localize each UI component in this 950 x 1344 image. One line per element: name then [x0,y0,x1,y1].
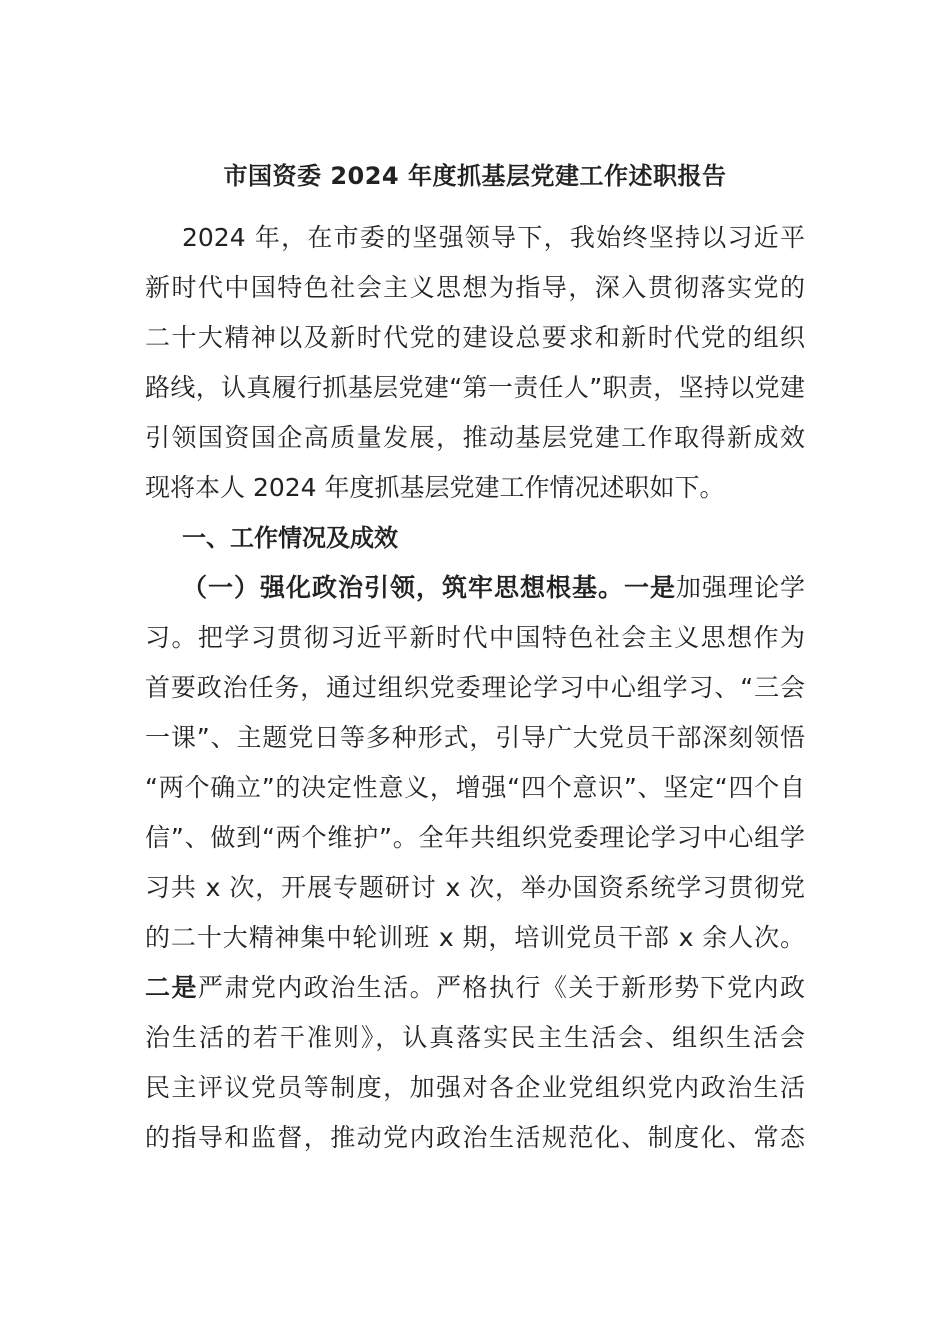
body-line-4: “两个确立”的决定性意义，增强“四个意识”、坚定“四个自 [145,773,805,802]
point-2-line [145,970,805,1006]
body-line-6: 习共 x 次，开展专题研讨 x 次，举办国资系统学习贯彻党 [145,873,805,902]
intro-line-5: 引领国资国企高质量发展，推动基层党建工作取得新成效 [145,423,805,452]
body-line-1: 习。把学习贯彻习近平新时代中国特色社会主义思想作为 [145,623,805,652]
body-line-7: 的二十大精神集中轮训班 x 期，培训党员干部 x 余人次。 [145,923,805,952]
tail-line-2: 民主评议党员等制度，加强对各企业党组织党内政治生活 [145,1073,805,1102]
intro-line-2: 新时代中国特色社会主义思想为指导，深入贯彻落实党的 [145,273,805,302]
point-2-lead-rest: 严肃党内政治生活。严格执行《关于新形势下党内政 [197,973,805,1002]
intro-line-3: 二十大精神以及新时代党的建设总要求和新时代党的组织 [145,323,805,352]
subsection-1-bold-lead: （一）强化政治引领，筑牢思想根基。一是 [182,573,676,602]
subsection-1-lead-rest: 加强理论学 [675,573,805,602]
section-heading-1: 一、工作情况及成效 [182,524,398,552]
intro-line-4: 路线，认真履行抓基层党建“第一责任人”职责，坚持以党建 [145,373,805,402]
intro-line-6: 现将本人 2024 年度抓基层党建工作情况述职如下。 [145,473,725,502]
subsection-1-first-line [182,570,805,606]
body-line-5: 信”、做到“两个维护”。全年共组织党委理论学习中心组学 [145,823,805,852]
body-line-3: 一课”、主题党日等多种形式，引导广大党员干部深刻领悟 [145,723,805,752]
document-title: 市国资委 2024 年度抓基层党建工作述职报告 [223,162,727,190]
point-2-bold-lead: 二是 [145,973,198,1002]
intro-line-1: 2024 年，在市委的坚强领导下，我始终坚持以习近平 [182,223,805,252]
tail-line-1: 治生活的若干准则》，认真落实民主生活会、组织生活会 [145,1023,805,1052]
body-line-2: 首要政治任务，通过组织党委理论学习中心组学习、“三会 [145,673,805,702]
tail-line-3: 的指导和监督，推动党内政治生活规范化、制度化、常态 [145,1123,805,1152]
